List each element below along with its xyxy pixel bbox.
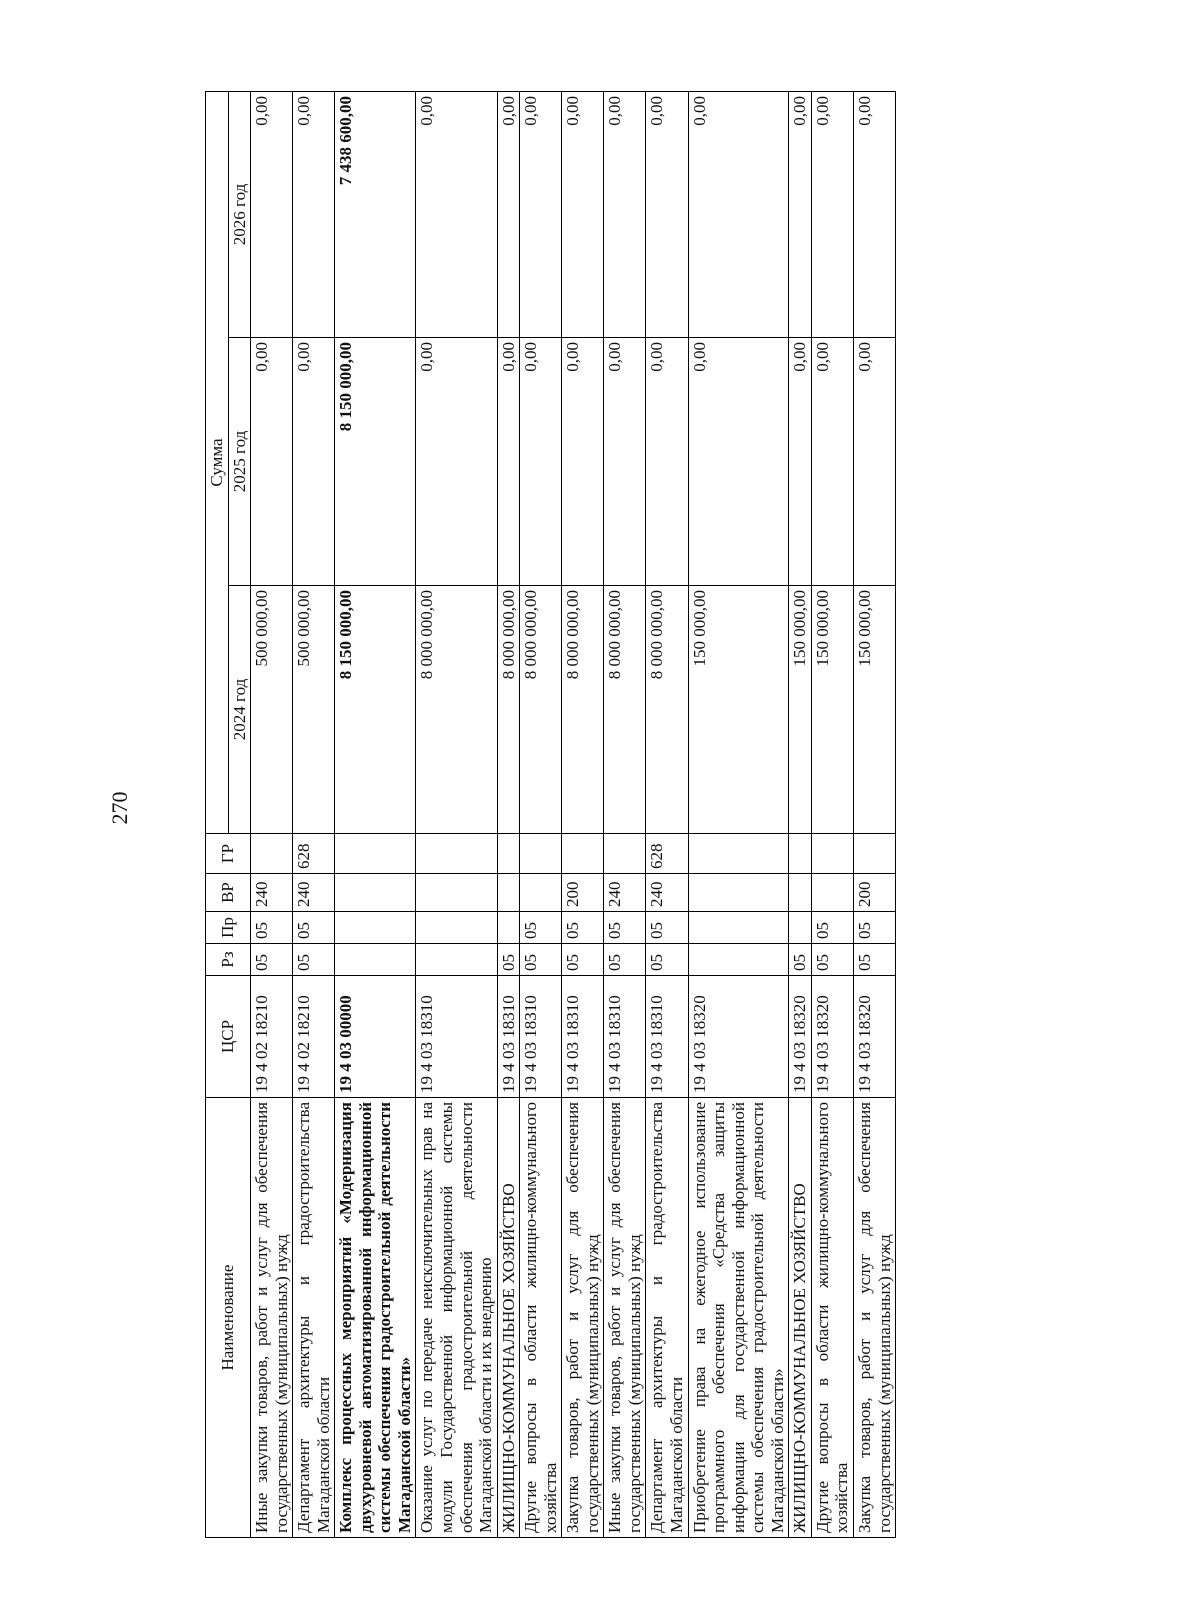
row-2026: 0,00 xyxy=(688,92,789,338)
row-csr: 19 4 03 18320 xyxy=(811,976,853,1098)
row-2026: 0,00 xyxy=(789,92,812,338)
row-2026: 0,00 xyxy=(416,92,497,338)
row-rz: 05 xyxy=(251,944,293,976)
row-csr: 19 4 03 18310 xyxy=(604,976,646,1098)
row-2025: 0,00 xyxy=(562,338,604,586)
row-gr xyxy=(789,834,812,874)
header-year-2026: 2026 год xyxy=(228,92,251,338)
row-name: Приобретение права на ежегодное использование программного обеспечения «Средства защиты информации для государственной информационной системы обеспечения градостроительной деятельности Магаданской области» xyxy=(688,1098,789,1538)
row-rz: 05 xyxy=(646,944,688,976)
row-vr xyxy=(789,874,812,912)
row-csr: 19 4 02 18210 xyxy=(251,976,293,1098)
row-csr: 19 4 03 18310 xyxy=(520,976,562,1098)
page-number: 270 xyxy=(107,791,132,825)
row-pr xyxy=(497,912,520,944)
table-row xyxy=(562,92,604,1538)
row-2025: 0,00 xyxy=(789,338,812,586)
row-name: ЖИЛИЩНО-КОММУНАЛЬНОЕ ХОЗЯЙСТВО xyxy=(789,1098,812,1538)
row-2024: 150 000,00 xyxy=(789,586,812,834)
row-gr xyxy=(853,834,895,874)
row-name: Департамент архитектуры и градостроительства Магаданской области xyxy=(293,1098,335,1538)
row-csr: 19 4 03 18310 xyxy=(497,976,520,1098)
row-2026: 0,00 xyxy=(646,92,688,338)
header-rz: Рз xyxy=(206,944,251,976)
table-row xyxy=(335,92,416,1538)
row-name: Департамент архитектуры и градостроительства Магаданской области xyxy=(646,1098,688,1538)
row-vr xyxy=(335,874,416,912)
row-gr: 628 xyxy=(646,834,688,874)
row-csr: 19 4 03 18320 xyxy=(789,976,812,1098)
row-2026: 0,00 xyxy=(251,92,293,338)
row-pr: 05 xyxy=(604,912,646,944)
row-2026: 0,00 xyxy=(853,92,895,338)
row-2025: 0,00 xyxy=(293,338,335,586)
table-row xyxy=(293,92,335,1538)
row-2024: 8 000 000,00 xyxy=(646,586,688,834)
row-vr: 200 xyxy=(853,874,895,912)
row-vr: 240 xyxy=(251,874,293,912)
row-csr: 19 4 02 18210 xyxy=(293,976,335,1098)
header-gr: ГР xyxy=(206,834,251,874)
row-pr: 05 xyxy=(562,912,604,944)
table-row xyxy=(789,92,812,1538)
row-pr: 05 xyxy=(293,912,335,944)
row-2025: 0,00 xyxy=(604,338,646,586)
row-rz: 05 xyxy=(562,944,604,976)
row-gr xyxy=(251,834,293,874)
row-2024: 150 000,00 xyxy=(688,586,789,834)
row-2024: 8 150 000,00 xyxy=(335,586,416,834)
header-sum: Сумма xyxy=(206,92,229,834)
row-csr: 19 4 03 18320 xyxy=(853,976,895,1098)
row-name: Закупка товаров, работ и услуг для обеспечения государственных (муниципальных) нужд xyxy=(562,1098,604,1538)
row-pr: 05 xyxy=(646,912,688,944)
row-2026: 0,00 xyxy=(811,92,853,338)
table-row xyxy=(853,92,895,1538)
row-2024: 500 000,00 xyxy=(251,586,293,834)
row-2025: 0,00 xyxy=(251,338,293,586)
table-row xyxy=(251,92,293,1538)
row-2024: 150 000,00 xyxy=(811,586,853,834)
row-2024: 8 000 000,00 xyxy=(604,586,646,834)
row-name: Оказание услуг по передаче неисключительных прав на модули Государственной информационной системы обеспечения градостроительной деятельности Магаданской области и их внедрению xyxy=(416,1098,497,1538)
row-rz: 05 xyxy=(811,944,853,976)
row-2025: 0,00 xyxy=(646,338,688,586)
row-vr xyxy=(497,874,520,912)
row-csr: 19 4 03 18320 xyxy=(688,976,789,1098)
row-2025: 0,00 xyxy=(853,338,895,586)
row-name: Другие вопросы в области жилищно-коммунального хозяйства xyxy=(520,1098,562,1538)
header-year-2024: 2024 год xyxy=(228,586,251,834)
row-vr: 240 xyxy=(604,874,646,912)
row-pr: 05 xyxy=(251,912,293,944)
header-csr: ЦСР xyxy=(206,976,251,1098)
row-2025: 0,00 xyxy=(520,338,562,586)
row-rz: 05 xyxy=(853,944,895,976)
table-row xyxy=(688,92,789,1538)
row-gr xyxy=(497,834,520,874)
row-2025: 0,00 xyxy=(497,338,520,586)
row-name: ЖИЛИЩНО-КОММУНАЛЬНОЕ ХОЗЯЙСТВО xyxy=(497,1098,520,1538)
row-vr: 240 xyxy=(293,874,335,912)
row-2026: 0,00 xyxy=(562,92,604,338)
row-2025: 0,00 xyxy=(416,338,497,586)
row-2025: 8 150 000,00 xyxy=(335,338,416,586)
row-2025: 0,00 xyxy=(688,338,789,586)
row-rz xyxy=(688,944,789,976)
row-2024: 8 000 000,00 xyxy=(562,586,604,834)
row-gr xyxy=(811,834,853,874)
row-rz: 05 xyxy=(789,944,812,976)
budget-table xyxy=(205,91,896,1538)
row-csr: 19 4 03 18310 xyxy=(562,976,604,1098)
row-pr: 05 xyxy=(853,912,895,944)
row-vr xyxy=(688,874,789,912)
row-pr: 05 xyxy=(811,912,853,944)
row-pr xyxy=(416,912,497,944)
row-2026: 0,00 xyxy=(604,92,646,338)
row-rz xyxy=(335,944,416,976)
table-row xyxy=(646,92,688,1538)
row-name: Иные закупки товаров, работ и услуг для обеспечения государственных (муниципальных) нужд xyxy=(251,1098,293,1538)
table-row xyxy=(497,92,520,1538)
row-gr xyxy=(335,834,416,874)
row-2026: 0,00 xyxy=(520,92,562,338)
row-2024: 8 000 000,00 xyxy=(497,586,520,834)
row-rz: 05 xyxy=(497,944,520,976)
row-vr: 240 xyxy=(646,874,688,912)
header-year-2025: 2025 год xyxy=(228,338,251,586)
row-name: Иные закупки товаров, работ и услуг для обеспечения государственных (муниципальных) нужд xyxy=(604,1098,646,1538)
row-2026: 0,00 xyxy=(293,92,335,338)
row-gr xyxy=(604,834,646,874)
row-gr xyxy=(520,834,562,874)
row-pr xyxy=(335,912,416,944)
table-row xyxy=(604,92,646,1538)
row-rz xyxy=(416,944,497,976)
row-vr xyxy=(520,874,562,912)
row-vr: 200 xyxy=(562,874,604,912)
row-rz: 05 xyxy=(604,944,646,976)
row-2024: 500 000,00 xyxy=(293,586,335,834)
row-vr xyxy=(811,874,853,912)
row-2024: 8 000 000,00 xyxy=(416,586,497,834)
header-vr: ВР xyxy=(206,874,251,912)
row-pr xyxy=(688,912,789,944)
header-pr: Пр xyxy=(206,912,251,944)
row-vr xyxy=(416,874,497,912)
table-row xyxy=(416,92,497,1538)
rotated-page-content xyxy=(205,92,1005,1538)
row-name: Комплекс процессных мероприятий «Модернизация двухуровневой автоматизированной информационной системы обеспечения градостроительной деятельности Магаданской области» xyxy=(335,1098,416,1538)
header-name: Наименование xyxy=(206,1098,251,1538)
row-2026: 7 438 600,00 xyxy=(335,92,416,338)
row-2024: 8 000 000,00 xyxy=(520,586,562,834)
row-rz: 05 xyxy=(293,944,335,976)
row-name: Закупка товаров, работ и услуг для обеспечения государственных (муниципальных) нужд xyxy=(853,1098,895,1538)
row-gr xyxy=(562,834,604,874)
row-gr: 628 xyxy=(293,834,335,874)
row-pr: 05 xyxy=(520,912,562,944)
row-name: Другие вопросы в области жилищно-коммунального хозяйства xyxy=(811,1098,853,1538)
row-gr xyxy=(688,834,789,874)
row-rz: 05 xyxy=(520,944,562,976)
table-row xyxy=(811,92,853,1538)
row-csr: 19 4 03 00000 xyxy=(335,976,416,1098)
row-2024: 150 000,00 xyxy=(853,586,895,834)
row-gr xyxy=(416,834,497,874)
row-2026: 0,00 xyxy=(497,92,520,338)
row-2025: 0,00 xyxy=(811,338,853,586)
row-csr: 19 4 03 18310 xyxy=(646,976,688,1098)
row-csr: 19 4 03 18310 xyxy=(416,976,497,1098)
table-row xyxy=(520,92,562,1538)
row-pr xyxy=(789,912,812,944)
